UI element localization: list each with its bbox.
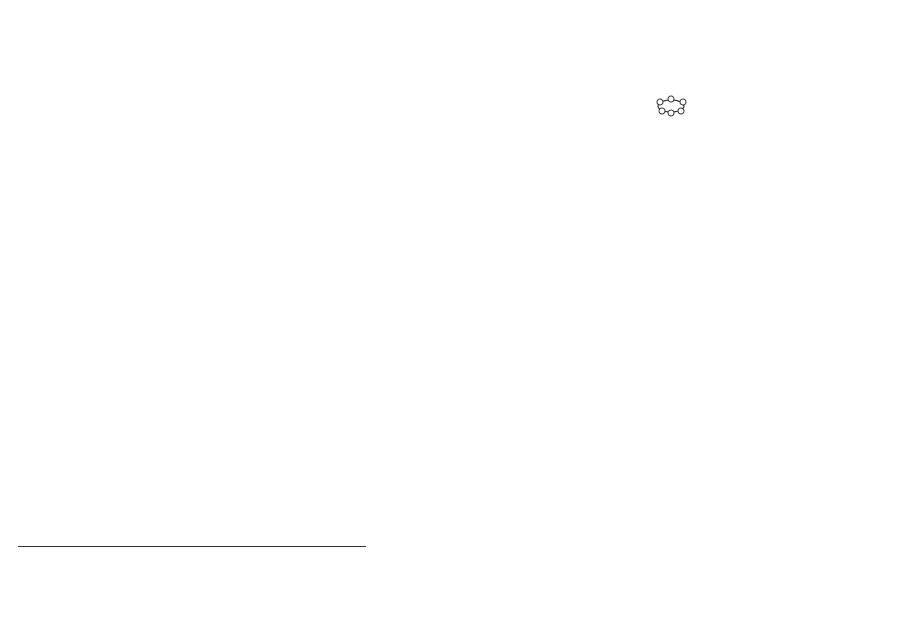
central-hub (657, 96, 686, 116)
